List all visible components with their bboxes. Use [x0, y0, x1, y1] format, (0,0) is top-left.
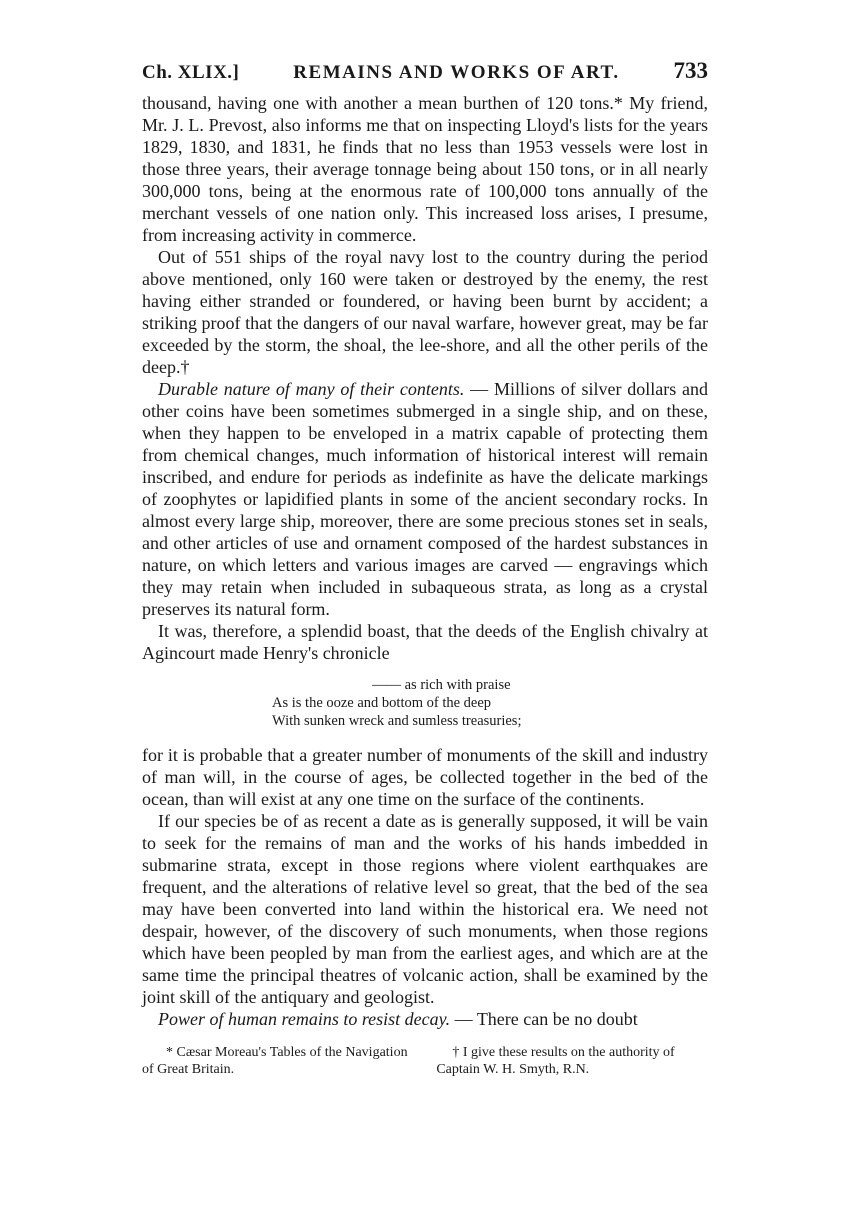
paragraph-1: thousand, having one with another a mean burthen of 120 tons.* My friend, Mr. J. L. Prevost, also informs me that on inspecting Lloyd's lists for the years 1829, 1830, and 1831, he finds that no less than 1953 vessels were lost in those three years, their average tonnage being about 150 tons, or in all nearly 300,000 tons, being at the enormous rate of 100,000 tons annually of the merchant vessels of one nation only. This increased loss arises, I presume, from increasing activity in commerce. — [142, 93, 708, 245]
paragraph-6: If our species be of as recent a date as is generally supposed, it will be vain to seek for the remains of man and the works of his hands imbedded in submarine strata, except in those regions where violent earthquakes are frequent, and the alterations of relative level so great, that the bed of the sea may have been converted into land within the historical era. We need not despair, however, of the discovery of such monuments, when those regions which have been peopled by man from the earliest ages, and which are at the same time the principal theatres of volcanic action, shall be examined by the joint skill of the antiquary and geologist. — [142, 811, 708, 1007]
running-title: REMAINS AND WORKS OF ART. — [293, 62, 620, 83]
paragraph-7-lead: Power of human remains to resist decay. — [158, 1009, 451, 1029]
paragraph-4: It was, therefore, a splendid boast, that the deeds of the English chivalry at Agincourt made Henry's chronicle — [142, 621, 708, 663]
quote-line-3: With sunken wreck and sumless treasuries; — [272, 713, 522, 729]
chapter-label: Ch. XLIX.] — [142, 62, 240, 83]
paragraph-7-body: — There can be no doubt — [450, 1009, 638, 1029]
paragraph-2: Out of 551 ships of the royal navy lost to the country during the period above mentioned, only 160 were taken or destroyed by the enemy, the rest having either stranded or foundered, or having been burnt by accident; a striking proof that the dangers of our naval warfare, however great, may be far exceeded by the storm, the shoal, the lee-shore, and all the other perils of the deep.† — [142, 247, 708, 377]
paragraph-3 — [142, 378, 708, 620]
running-header — [142, 58, 708, 92]
footnote-2: † I give these results on the authority of Captain W. H. Smyth, R.N. — [436, 1045, 675, 1077]
footnotes — [142, 1044, 708, 1078]
verse-quotation — [272, 676, 708, 730]
page-number: 733 — [673, 58, 708, 83]
paragraph-5: for it is probable that a greater number of monuments of the skill and industry of man will, in the course of ages, be collected together in the bed of the ocean, than will exist at any one time on the surface of the continents. — [142, 745, 708, 809]
footnote-1: * Cæsar Moreau's Tables of the Navigation of Great Britain. — [142, 1045, 408, 1077]
quote-line-2: As is the ooze and bottom of the deep — [272, 695, 492, 711]
quote-line-1: —— as rich with praise — [372, 677, 511, 693]
paragraph-7 — [142, 1008, 708, 1030]
paragraph-3-lead: Durable nature of many of their contents. — [158, 379, 465, 399]
paragraph-3-body: — Millions of silver dollars and other coins have been sometimes submerged in a single ship, and on these, when they happen to be enveloped in a matrix capable of protecting them from chemical changes, much information of historical interest will remain inscribed, and endure for periods as indefinite as have the delicate markings of zoophytes or lapidified plants in some of the ancient secondary rocks. In almost every large ship, moreover, there are some precious stones set in seals, and other articles of use and ornament composed of the hardest substances in nature, on which letters and various images are carved — engravings which they may retain when included in subaqueous strata, as long as a crystal preserves its natural form. — [142, 379, 708, 619]
